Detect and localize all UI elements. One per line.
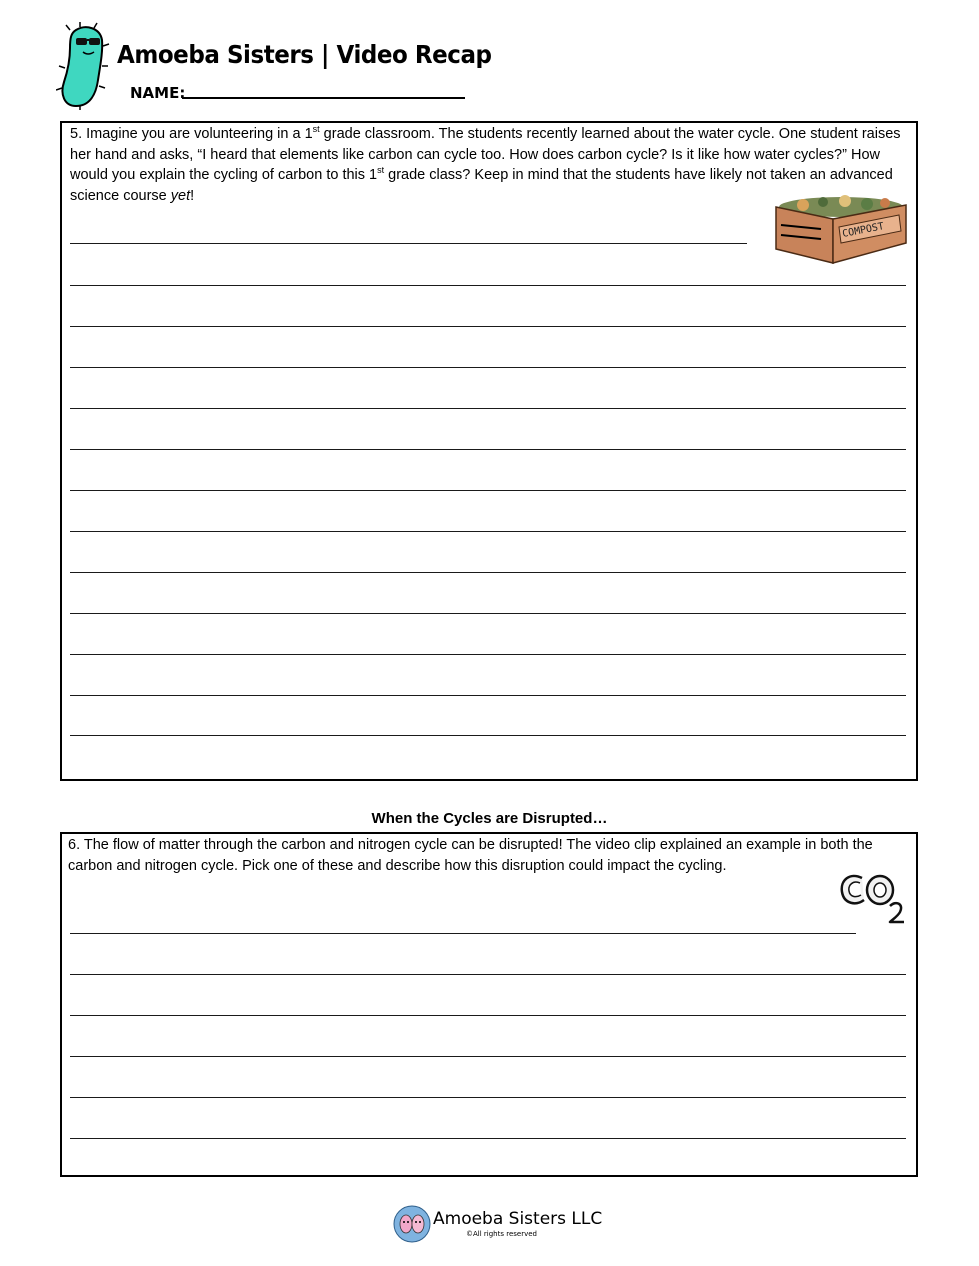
name-label: NAME: [130,84,186,102]
question-6-box [60,832,918,1177]
footer-copyright: ©All rights reserved [466,1230,537,1238]
answer-line-q5[interactable] [70,367,906,368]
compost-label: COMPOST [841,221,885,240]
answer-line-q5[interactable] [70,285,906,286]
footer-brand: Amoeba Sisters LLC [433,1209,603,1229]
answer-line-q5[interactable] [70,531,906,532]
answer-line-q5[interactable] [70,326,906,327]
co2-label: CO2 [838,868,841,869]
answer-line-q5[interactable] [70,613,906,614]
answer-line-q6[interactable] [70,1097,906,1098]
mascot-logo-icon [56,22,114,110]
section-heading: When the Cycles are Disrupted… [371,810,608,827]
answer-line-q5[interactable] [70,695,906,696]
answer-line-q5[interactable] [70,408,906,409]
question-6-text: 6. The flow of matter through the carbon and nitrogen cycle can be disrupted! The video clip explained an example in both the carbon and nitrogen cycle. Pick one of these and describe how this disruption could impact the cycling. [68,837,873,874]
answer-line-q5[interactable] [70,572,906,573]
answer-line-q5[interactable] [70,654,906,655]
answer-line-q6[interactable] [70,974,906,975]
answer-line-q6[interactable] [70,1138,906,1139]
answer-line-q6[interactable] [70,1015,906,1016]
answer-line-q5[interactable] [70,449,906,450]
compost-crate-icon [773,193,909,265]
answer-line-q5[interactable] [70,490,906,491]
question-5-text: 5. Imagine you are volunteering in a 1st grade classroom. The students recently learned about the water cycle. One student raises her hand and asks, “I heard that elements like carbon can cycle too. How does carbon cycle? Is it like how water cycles?” How would you explain the cycling of carbon to this 1st grade class? Keep in mind that the students have likely not taken an advanced science course yet! [70,124,901,204]
co2-doodle-icon [838,868,906,926]
page-title: Amoeba Sisters | Video Recap [117,40,492,69]
name-field-line[interactable] [182,97,465,99]
footer-logo-icon [393,1205,431,1243]
answer-line-q5[interactable] [70,735,906,736]
answer-line-q6[interactable] [70,933,856,934]
answer-line-q5[interactable] [70,243,747,244]
answer-line-q6[interactable] [70,1056,906,1057]
